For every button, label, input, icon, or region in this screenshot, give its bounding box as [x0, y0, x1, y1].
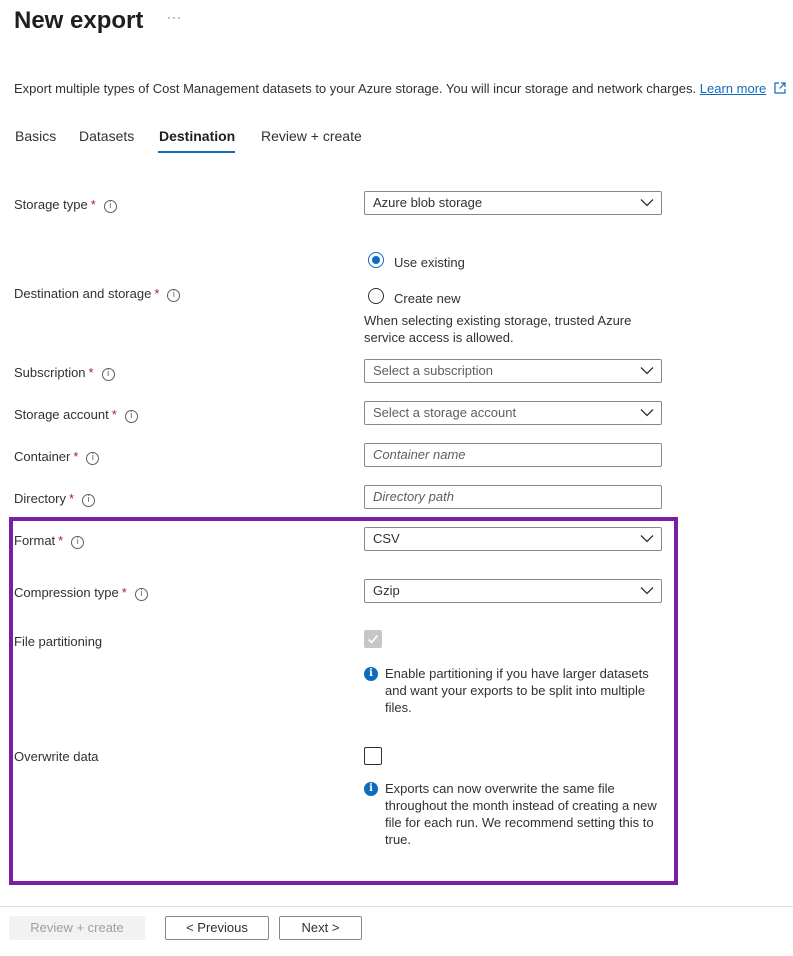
- file-partitioning-checkbox[interactable]: [364, 630, 382, 648]
- info-icon[interactable]: i: [102, 368, 115, 381]
- info-icon[interactable]: i: [104, 200, 117, 213]
- external-link-icon[interactable]: [774, 81, 786, 99]
- info-icon[interactable]: i: [135, 588, 148, 601]
- required-mark: *: [88, 365, 94, 380]
- compression-type-dropdown[interactable]: [364, 579, 662, 603]
- active-tab-indicator: [158, 151, 235, 153]
- chevron-down-icon: [640, 366, 654, 375]
- compression-type-value: Gzip: [373, 583, 400, 598]
- page-title: New export: [14, 7, 144, 34]
- description-text: Export multiple types of Cost Management datasets to your Azure storage. You will incur storage and network charges.: [14, 81, 697, 96]
- info-filled-icon: i: [364, 782, 378, 796]
- tab-destination[interactable]: Destination: [159, 128, 236, 144]
- info-icon[interactable]: i: [86, 452, 99, 465]
- file-partitioning-label: File partitioning: [14, 634, 103, 649]
- next-button[interactable]: Next >: [279, 916, 362, 940]
- required-mark: *: [90, 197, 96, 212]
- tab-datasets[interactable]: Datasets: [79, 128, 135, 144]
- compression-type-label: Compression type * i: [14, 584, 148, 602]
- previous-button[interactable]: < Previous: [165, 916, 269, 940]
- chevron-down-icon: [640, 408, 654, 417]
- tab-basics[interactable]: Basics: [15, 128, 57, 144]
- storage-type-dropdown[interactable]: [364, 191, 662, 215]
- footer-divider: [0, 906, 793, 907]
- use-existing-radio[interactable]: [368, 252, 384, 268]
- page-description: [14, 80, 786, 99]
- learn-more-link[interactable]: Learn more: [699, 81, 767, 96]
- subscription-placeholder: Select a subscription: [373, 363, 493, 378]
- required-mark: *: [69, 491, 75, 506]
- overwrite-data-info: Exports can now overwrite the same file throughout the month instead of creating a new file for each run. We recommend setting this to true.: [385, 781, 657, 847]
- destination-note: When selecting existing storage, trusted Azure service access is allowed.: [364, 313, 632, 345]
- storage-type-label: Storage type * i: [14, 196, 117, 214]
- storage-account-placeholder: Select a storage account: [373, 405, 517, 420]
- use-existing-label[interactable]: Use existing: [394, 255, 465, 270]
- subscription-label: Subscription * i: [14, 364, 115, 382]
- container-label: Container * i: [14, 448, 99, 466]
- required-mark: *: [58, 533, 64, 548]
- overwrite-data-checkbox[interactable]: [364, 747, 382, 765]
- storage-type-value: Azure blob storage: [373, 195, 483, 210]
- tab-review-create[interactable]: Review + create: [261, 128, 362, 144]
- file-partitioning-info: Enable partitioning if you have larger datasets and want your exports to be split into multiple files.: [385, 666, 649, 715]
- format-value: CSV: [373, 531, 400, 546]
- required-mark: *: [121, 585, 127, 600]
- destination-storage-label: Destination and storage * i: [14, 285, 180, 303]
- format-dropdown[interactable]: [364, 527, 662, 551]
- container-input[interactable]: Container name: [364, 443, 662, 467]
- create-new-label[interactable]: Create new: [394, 291, 461, 306]
- chevron-down-icon: [640, 534, 654, 543]
- storage-account-label: Storage account * i: [14, 406, 138, 424]
- info-icon[interactable]: i: [82, 494, 95, 507]
- required-mark: *: [111, 407, 117, 422]
- info-icon[interactable]: i: [125, 410, 138, 423]
- create-new-radio[interactable]: [368, 288, 384, 304]
- more-options-button[interactable]: ···: [167, 10, 182, 24]
- review-create-button[interactable]: Review + create: [9, 916, 145, 940]
- overwrite-data-label: Overwrite data: [14, 749, 99, 764]
- checkmark-icon: [365, 631, 381, 647]
- directory-label: Directory * i: [14, 490, 95, 508]
- directory-input[interactable]: Directory path: [364, 485, 662, 509]
- chevron-down-icon: [640, 198, 654, 207]
- required-mark: *: [154, 286, 160, 301]
- storage-account-dropdown[interactable]: [364, 401, 662, 425]
- subscription-dropdown[interactable]: [364, 359, 662, 383]
- info-icon[interactable]: i: [71, 536, 84, 549]
- info-icon[interactable]: i: [167, 289, 180, 302]
- info-filled-icon: i: [364, 667, 378, 681]
- format-label: Format * i: [14, 532, 84, 550]
- chevron-down-icon: [640, 586, 654, 595]
- required-mark: *: [73, 449, 79, 464]
